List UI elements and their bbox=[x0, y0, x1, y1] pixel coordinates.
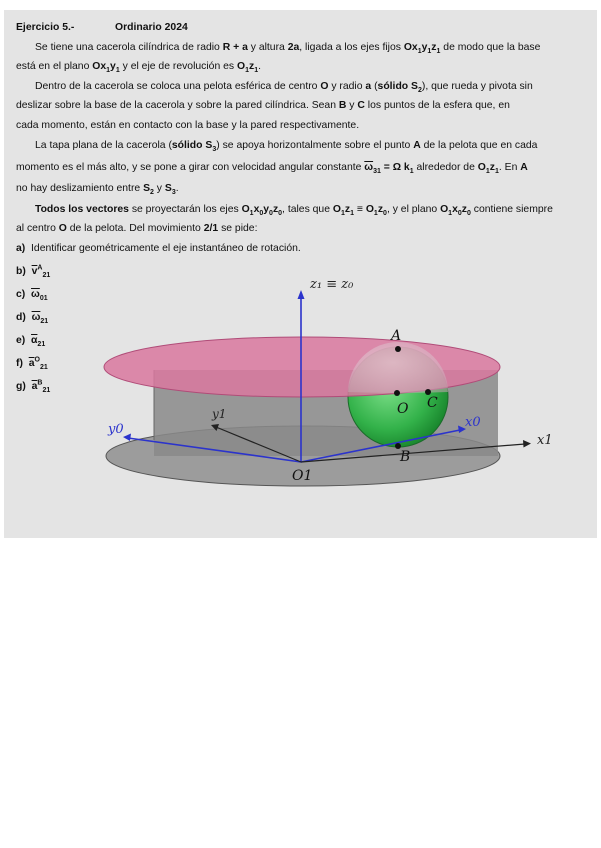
x0-label: x0 bbox=[465, 415, 481, 430]
paragraph-2-line-3: cada momento, están en contacto con la base y la pared respectivamente. bbox=[16, 120, 360, 131]
label-A: A bbox=[391, 328, 402, 344]
point-O bbox=[394, 390, 400, 396]
question-g: g) $\overline{a}^B_{21}$ bbox=[16, 379, 51, 395]
question-f: f) $\overline{a}^O_{21}$ bbox=[16, 356, 48, 372]
question-a: a) Identificar geométricamente el eje instantáneo de rotación. bbox=[16, 243, 301, 254]
origin-label: O1 bbox=[292, 468, 313, 484]
paragraph-4-line-1: Todos los vectores se proyectarán los ejes $O_1x_0y_0z_0$, tales que $O_1z_1 \equiv O_1z_0$, y el plano $O_1x_0z_0$ contiene siempre bbox=[35, 204, 553, 218]
label-B: B bbox=[400, 449, 411, 465]
question-c: c) $\overline{\omega}_{01}$ bbox=[16, 289, 48, 303]
y0-label: y0 bbox=[108, 422, 124, 437]
label-O: O bbox=[397, 401, 409, 417]
paragraph-3-line-2: momento es el más alto, y se pone a girar con velocidad angular constante $\overline{\omega}_{31} = \Omega$ $k_1$ alrededor de $O_1z_1$. En A bbox=[16, 162, 528, 176]
label-C: C bbox=[427, 395, 438, 411]
point-A bbox=[395, 346, 401, 352]
paragraph-4-line-2: al centro O de la pelota. Del movimiento 2/1 se pide: bbox=[16, 223, 258, 234]
question-b: b) $\overline{v}^A_{21}$ bbox=[16, 264, 51, 280]
paragraph-1-line-1: Se tiene una cacerola cilíndrica de radio R + a y altura 2a, ligada a los ejes fijos $Ox_1y_1z_1$ de modo que la base bbox=[35, 42, 541, 56]
paragraph-3-line-1: La tapa plana de la cacerola (sólido $S_3$) se apoya horizontalmente sobre el punto A de la pelota que en cada bbox=[35, 140, 538, 154]
exam-session: Ordinario 2024 bbox=[115, 22, 188, 33]
question-e: e) $\overline{\alpha}_{21}$ bbox=[16, 335, 46, 349]
exercise-number: Ejercicio 5.- bbox=[16, 22, 75, 33]
y1-label: y1 bbox=[212, 407, 227, 421]
paragraph-3-line-3: no hay deslizamiento entre $S_2$ y $S_3$. bbox=[16, 183, 179, 197]
paragraph-1-line-2: está en el plano $Ox_1y_1$ y el eje de revolución es $O_1z_1$. bbox=[16, 61, 261, 75]
paragraph-2-line-1: Dentro de la cacerola se coloca una pelota esférica de centro O y radio a (sólido $S_2$), que rueda y pivota sin bbox=[35, 81, 533, 95]
question-d: d) $\overline{\omega}_{21}$ bbox=[16, 312, 49, 326]
x1-label: x1 bbox=[537, 433, 553, 448]
z-axis-label: z₁ ≡ z₀ bbox=[310, 277, 354, 292]
paragraph-2-line-2: deslizar sobre la base de la cacerola y sobre la pared cilíndrica. Sean B y C los puntos de la esfera que, en bbox=[16, 100, 510, 111]
